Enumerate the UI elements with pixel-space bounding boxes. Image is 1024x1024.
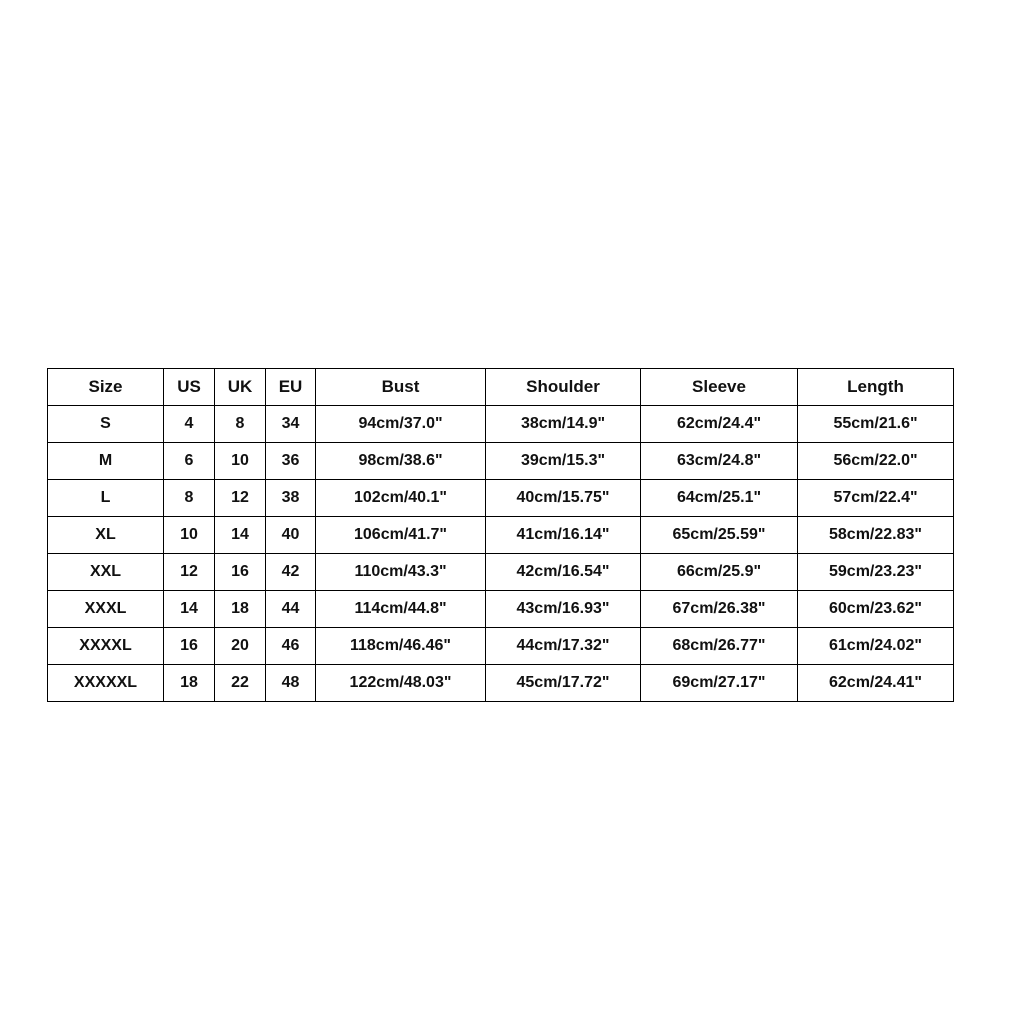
cell-length: 62cm/24.41" — [798, 665, 954, 702]
header-length: Length — [798, 369, 954, 406]
cell-uk: 14 — [215, 517, 266, 554]
cell-uk: 22 — [215, 665, 266, 702]
cell-size: S — [48, 406, 164, 443]
cell-us: 4 — [164, 406, 215, 443]
cell-uk: 8 — [215, 406, 266, 443]
cell-size: M — [48, 443, 164, 480]
cell-eu: 34 — [266, 406, 316, 443]
table-row — [48, 554, 954, 591]
table-row — [48, 517, 954, 554]
cell-sleeve: 63cm/24.8" — [641, 443, 798, 480]
table-row — [48, 665, 954, 702]
cell-shoulder: 44cm/17.32" — [486, 628, 641, 665]
cell-size: L — [48, 480, 164, 517]
table-row — [48, 628, 954, 665]
cell-eu: 36 — [266, 443, 316, 480]
cell-bust: 106cm/41.7" — [316, 517, 486, 554]
cell-eu: 38 — [266, 480, 316, 517]
cell-length: 55cm/21.6" — [798, 406, 954, 443]
table-row — [48, 406, 954, 443]
cell-eu: 44 — [266, 591, 316, 628]
cell-size: XXXXXL — [48, 665, 164, 702]
cell-size: XXXXL — [48, 628, 164, 665]
cell-sleeve: 67cm/26.38" — [641, 591, 798, 628]
cell-shoulder: 38cm/14.9" — [486, 406, 641, 443]
cell-bust: 102cm/40.1" — [316, 480, 486, 517]
cell-uk: 16 — [215, 554, 266, 591]
header-row — [48, 369, 954, 406]
cell-shoulder: 42cm/16.54" — [486, 554, 641, 591]
cell-length: 58cm/22.83" — [798, 517, 954, 554]
cell-us: 6 — [164, 443, 215, 480]
cell-sleeve: 64cm/25.1" — [641, 480, 798, 517]
cell-us: 8 — [164, 480, 215, 517]
cell-size: XXL — [48, 554, 164, 591]
cell-size: XXXL — [48, 591, 164, 628]
cell-sleeve: 69cm/27.17" — [641, 665, 798, 702]
cell-shoulder: 40cm/15.75" — [486, 480, 641, 517]
cell-shoulder: 39cm/15.3" — [486, 443, 641, 480]
cell-bust: 122cm/48.03" — [316, 665, 486, 702]
header-uk: UK — [215, 369, 266, 406]
cell-sleeve: 66cm/25.9" — [641, 554, 798, 591]
cell-bust: 98cm/38.6" — [316, 443, 486, 480]
cell-length: 59cm/23.23" — [798, 554, 954, 591]
header-us: US — [164, 369, 215, 406]
cell-sleeve: 68cm/26.77" — [641, 628, 798, 665]
cell-us: 18 — [164, 665, 215, 702]
header-eu: EU — [266, 369, 316, 406]
cell-uk: 10 — [215, 443, 266, 480]
cell-length: 61cm/24.02" — [798, 628, 954, 665]
cell-us: 14 — [164, 591, 215, 628]
size-chart-body — [48, 406, 954, 702]
cell-uk: 18 — [215, 591, 266, 628]
cell-us: 12 — [164, 554, 215, 591]
cell-uk: 20 — [215, 628, 266, 665]
cell-bust: 94cm/37.0" — [316, 406, 486, 443]
header-shoulder: Shoulder — [486, 369, 641, 406]
cell-length: 57cm/22.4" — [798, 480, 954, 517]
cell-shoulder: 45cm/17.72" — [486, 665, 641, 702]
cell-eu: 46 — [266, 628, 316, 665]
cell-sleeve: 62cm/24.4" — [641, 406, 798, 443]
cell-us: 10 — [164, 517, 215, 554]
cell-eu: 42 — [266, 554, 316, 591]
table-row — [48, 443, 954, 480]
cell-shoulder: 43cm/16.93" — [486, 591, 641, 628]
cell-length: 56cm/22.0" — [798, 443, 954, 480]
cell-sleeve: 65cm/25.59" — [641, 517, 798, 554]
cell-uk: 12 — [215, 480, 266, 517]
cell-shoulder: 41cm/16.14" — [486, 517, 641, 554]
header-bust: Bust — [316, 369, 486, 406]
cell-us: 16 — [164, 628, 215, 665]
table-row — [48, 591, 954, 628]
cell-bust: 118cm/46.46" — [316, 628, 486, 665]
size-chart-table — [47, 368, 954, 702]
cell-eu: 40 — [266, 517, 316, 554]
cell-length: 60cm/23.62" — [798, 591, 954, 628]
header-sleeve: Sleeve — [641, 369, 798, 406]
table-row — [48, 480, 954, 517]
cell-bust: 110cm/43.3" — [316, 554, 486, 591]
cell-size: XL — [48, 517, 164, 554]
cell-bust: 114cm/44.8" — [316, 591, 486, 628]
cell-eu: 48 — [266, 665, 316, 702]
header-size: Size — [48, 369, 164, 406]
